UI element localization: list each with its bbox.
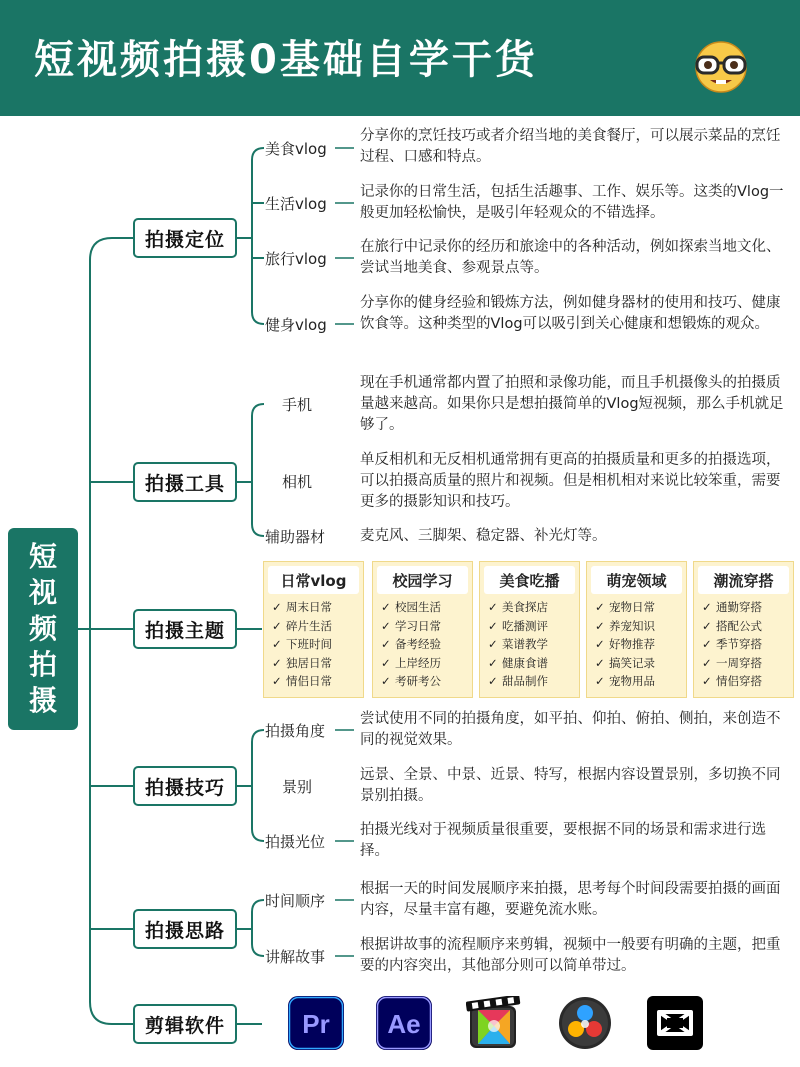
check-icon: ✓ xyxy=(702,637,712,651)
check-icon: ✓ xyxy=(702,674,712,688)
check-icon: ✓ xyxy=(272,618,282,633)
root-node xyxy=(8,528,78,730)
check-icon: ✓ xyxy=(381,618,391,633)
check-icon: ✓ xyxy=(381,637,391,651)
page-title: 短视频拍摄0基础自学干货 xyxy=(34,37,538,83)
theme-card xyxy=(372,561,473,698)
category-skills: 拍摄技巧 xyxy=(133,766,237,806)
check-icon: ✓ xyxy=(595,637,605,651)
ideas-label: 时间顺序 xyxy=(265,892,326,910)
theme-card xyxy=(263,561,364,698)
check-icon: ✓ xyxy=(272,674,282,688)
theme-item-list xyxy=(595,598,655,691)
theme-item-list xyxy=(272,598,332,691)
theme-card xyxy=(586,561,687,698)
theme-item: ✓ 甜品制作 xyxy=(488,672,548,691)
theme-item: ✓ 通勤穿搭 xyxy=(702,598,762,617)
theme-item: ✓ 宠物日常 xyxy=(595,598,655,617)
root-char: 拍 xyxy=(28,648,57,681)
premiere-pro-text: Pr xyxy=(302,1009,330,1039)
theme-item: ✓ 一周穿搭 xyxy=(702,654,762,673)
theme-item: ✓ 吃播测评 xyxy=(488,617,548,636)
check-icon: ✓ xyxy=(381,674,391,688)
category-positioning: 拍摄定位 xyxy=(133,218,237,258)
theme-item: ✓ 备考经验 xyxy=(381,635,441,654)
check-icon: ✓ xyxy=(702,600,712,614)
theme-item: ✓ 碎片生活 xyxy=(272,617,332,636)
positioning-label: 美食vlog xyxy=(265,140,327,158)
theme-item: ✓ 美食探店 xyxy=(488,598,548,617)
theme-title: 萌宠领域 xyxy=(591,566,682,594)
theme-item: ✓ 独居日常 xyxy=(272,654,332,673)
ideas-label: 讲解故事 xyxy=(265,948,326,966)
theme-item: ✓ 搞笑记录 xyxy=(595,654,655,673)
theme-card xyxy=(479,561,580,698)
positioning-desc: 分享你的烹饪技巧或者介绍当地的美食餐厅，可以展示菜品的烹饪过程、口感和特点。 xyxy=(360,128,781,165)
theme-item: ✓ 养宠知识 xyxy=(595,617,655,636)
theme-item: ✓ 宠物用品 xyxy=(595,672,655,691)
check-icon: ✓ xyxy=(381,655,391,670)
theme-item: ✓ 搭配公式 xyxy=(702,617,762,636)
positioning-desc: 在旅行中记录你的经历和旅途中的各种活动，例如探索当地文化、尝试当地美食、参观景点等。 xyxy=(360,239,781,276)
tools-desc: 现在手机通常都内置了拍照和录像功能，而且手机摄像头的拍摄质量越来越高。如果你只是想拍摄简单的Vlog短视频，那么手机就足够了。 xyxy=(360,375,784,433)
positioning-desc: 记录你的日常生活，包括生活趣事、工作、娱乐等。这类的Vlog一般更加轻松愉快，是吸引年轻观众的不错选择。 xyxy=(360,184,784,221)
check-icon: ✓ xyxy=(595,600,605,614)
theme-item: ✓ 健康食谱 xyxy=(488,654,548,673)
check-icon: ✓ xyxy=(595,618,605,633)
skills-label: 拍摄角度 xyxy=(265,722,326,740)
theme-item: ✓ 学习日常 xyxy=(381,617,441,636)
tools-desc: 麦克风、三脚架、稳定器、补光灯等。 xyxy=(360,528,607,544)
theme-item: ✓ 季节穿搭 xyxy=(702,635,762,654)
check-icon: ✓ xyxy=(272,600,282,614)
tools-desc: 单反相机和无反相机通常拥有更高的拍摄质量和更多的拍摄选项，可以拍摄高质量的照片和视频。但是相机相对来说比较笨重，需要更多的摄影知识和技巧。 xyxy=(360,452,781,510)
tools-label: 手机 xyxy=(282,396,313,414)
theme-card xyxy=(693,561,794,698)
category-editing: 剪辑软件 xyxy=(133,1004,237,1044)
theme-title: 日常vlog xyxy=(268,566,359,594)
theme-item: ✓ 考研考公 xyxy=(381,672,441,691)
capcut-icon[interactable] xyxy=(647,996,703,1050)
skills-desc: 尝试使用不同的拍摄角度，如平拍、仰拍、俯拍、侧拍，来创造不同的视觉效果。 xyxy=(360,711,781,748)
check-icon: ✓ xyxy=(488,618,498,633)
theme-item: ✓ 周末日常 xyxy=(272,598,332,617)
root-char: 视 xyxy=(28,576,57,609)
category-themes: 拍摄主题 xyxy=(133,609,237,649)
category-ideas: 拍摄思路 xyxy=(133,909,237,949)
theme-item: ✓ 校园生活 xyxy=(381,598,441,617)
ideas-desc: 根据讲故事的流程顺序来剪辑，视频中一般要有明确的主题，把重要的内容突出，其他部分则可以简单带过。 xyxy=(360,937,781,974)
check-icon: ✓ xyxy=(702,618,712,633)
positioning-label: 旅行vlog xyxy=(265,250,327,268)
root-char: 短 xyxy=(28,540,57,573)
theme-item-list xyxy=(488,598,548,691)
check-icon: ✓ xyxy=(488,637,498,651)
tools-label: 辅助器材 xyxy=(265,528,326,546)
tools-label: 相机 xyxy=(282,473,313,491)
positioning-desc: 分享你的健身经验和锻炼方法，例如健身器材的使用和技巧、健康饮食等。这种类型的Vlog可以吸引到关心健康和想锻炼的观众。 xyxy=(360,295,781,332)
theme-item-list xyxy=(381,598,441,691)
theme-item: ✓ 下班时间 xyxy=(272,635,332,654)
ideas-desc: 根据一天的时间发展顺序来拍摄，思考每个时间段需要拍摄的画面内容，尽量丰富有趣，要避免流水账。 xyxy=(360,881,781,918)
check-icon: ✓ xyxy=(488,600,498,614)
skills-label: 拍摄光位 xyxy=(265,833,326,851)
theme-item: ✓ 菜谱教学 xyxy=(488,635,548,654)
skills-desc: 拍摄光线对于视频质量很重要，要根据不同的场景和需求进行选择。 xyxy=(360,822,766,859)
check-icon: ✓ xyxy=(488,655,498,670)
check-icon: ✓ xyxy=(488,674,498,688)
check-icon: ✓ xyxy=(272,637,282,651)
root-char: 摄 xyxy=(28,684,57,717)
check-icon: ✓ xyxy=(702,655,712,670)
category-tools: 拍摄工具 xyxy=(133,462,237,502)
check-icon: ✓ xyxy=(595,674,605,688)
positioning-label: 生活vlog xyxy=(265,195,327,213)
final-cut-pro-icon[interactable] xyxy=(466,996,522,1050)
after-effects-icon[interactable] xyxy=(376,996,432,1050)
check-icon: ✓ xyxy=(595,655,605,670)
theme-item: ✓ 上岸经历 xyxy=(381,654,441,673)
theme-item: ✓ 情侣日常 xyxy=(272,672,332,691)
positioning-label: 健身vlog xyxy=(265,316,327,334)
premiere-pro-icon[interactable] xyxy=(288,996,344,1050)
theme-item: ✓ 情侣穿搭 xyxy=(702,672,762,691)
after-effects-text: Ae xyxy=(387,1009,421,1039)
theme-item-list xyxy=(702,598,762,691)
theme-item: ✓ 好物推荐 xyxy=(595,635,655,654)
skills-label: 景别 xyxy=(282,778,313,796)
check-icon: ✓ xyxy=(381,600,391,614)
theme-title: 潮流穿搭 xyxy=(698,566,789,594)
davinci-resolve-icon[interactable] xyxy=(557,996,613,1050)
theme-title: 校园学习 xyxy=(377,566,468,594)
check-icon: ✓ xyxy=(272,655,282,670)
skills-desc: 远景、全景、中景、近景、特写，根据内容设置景别，多切换不同景别拍摄。 xyxy=(360,767,781,804)
theme-title: 美食吃播 xyxy=(484,566,575,594)
root-char: 频 xyxy=(28,612,57,645)
